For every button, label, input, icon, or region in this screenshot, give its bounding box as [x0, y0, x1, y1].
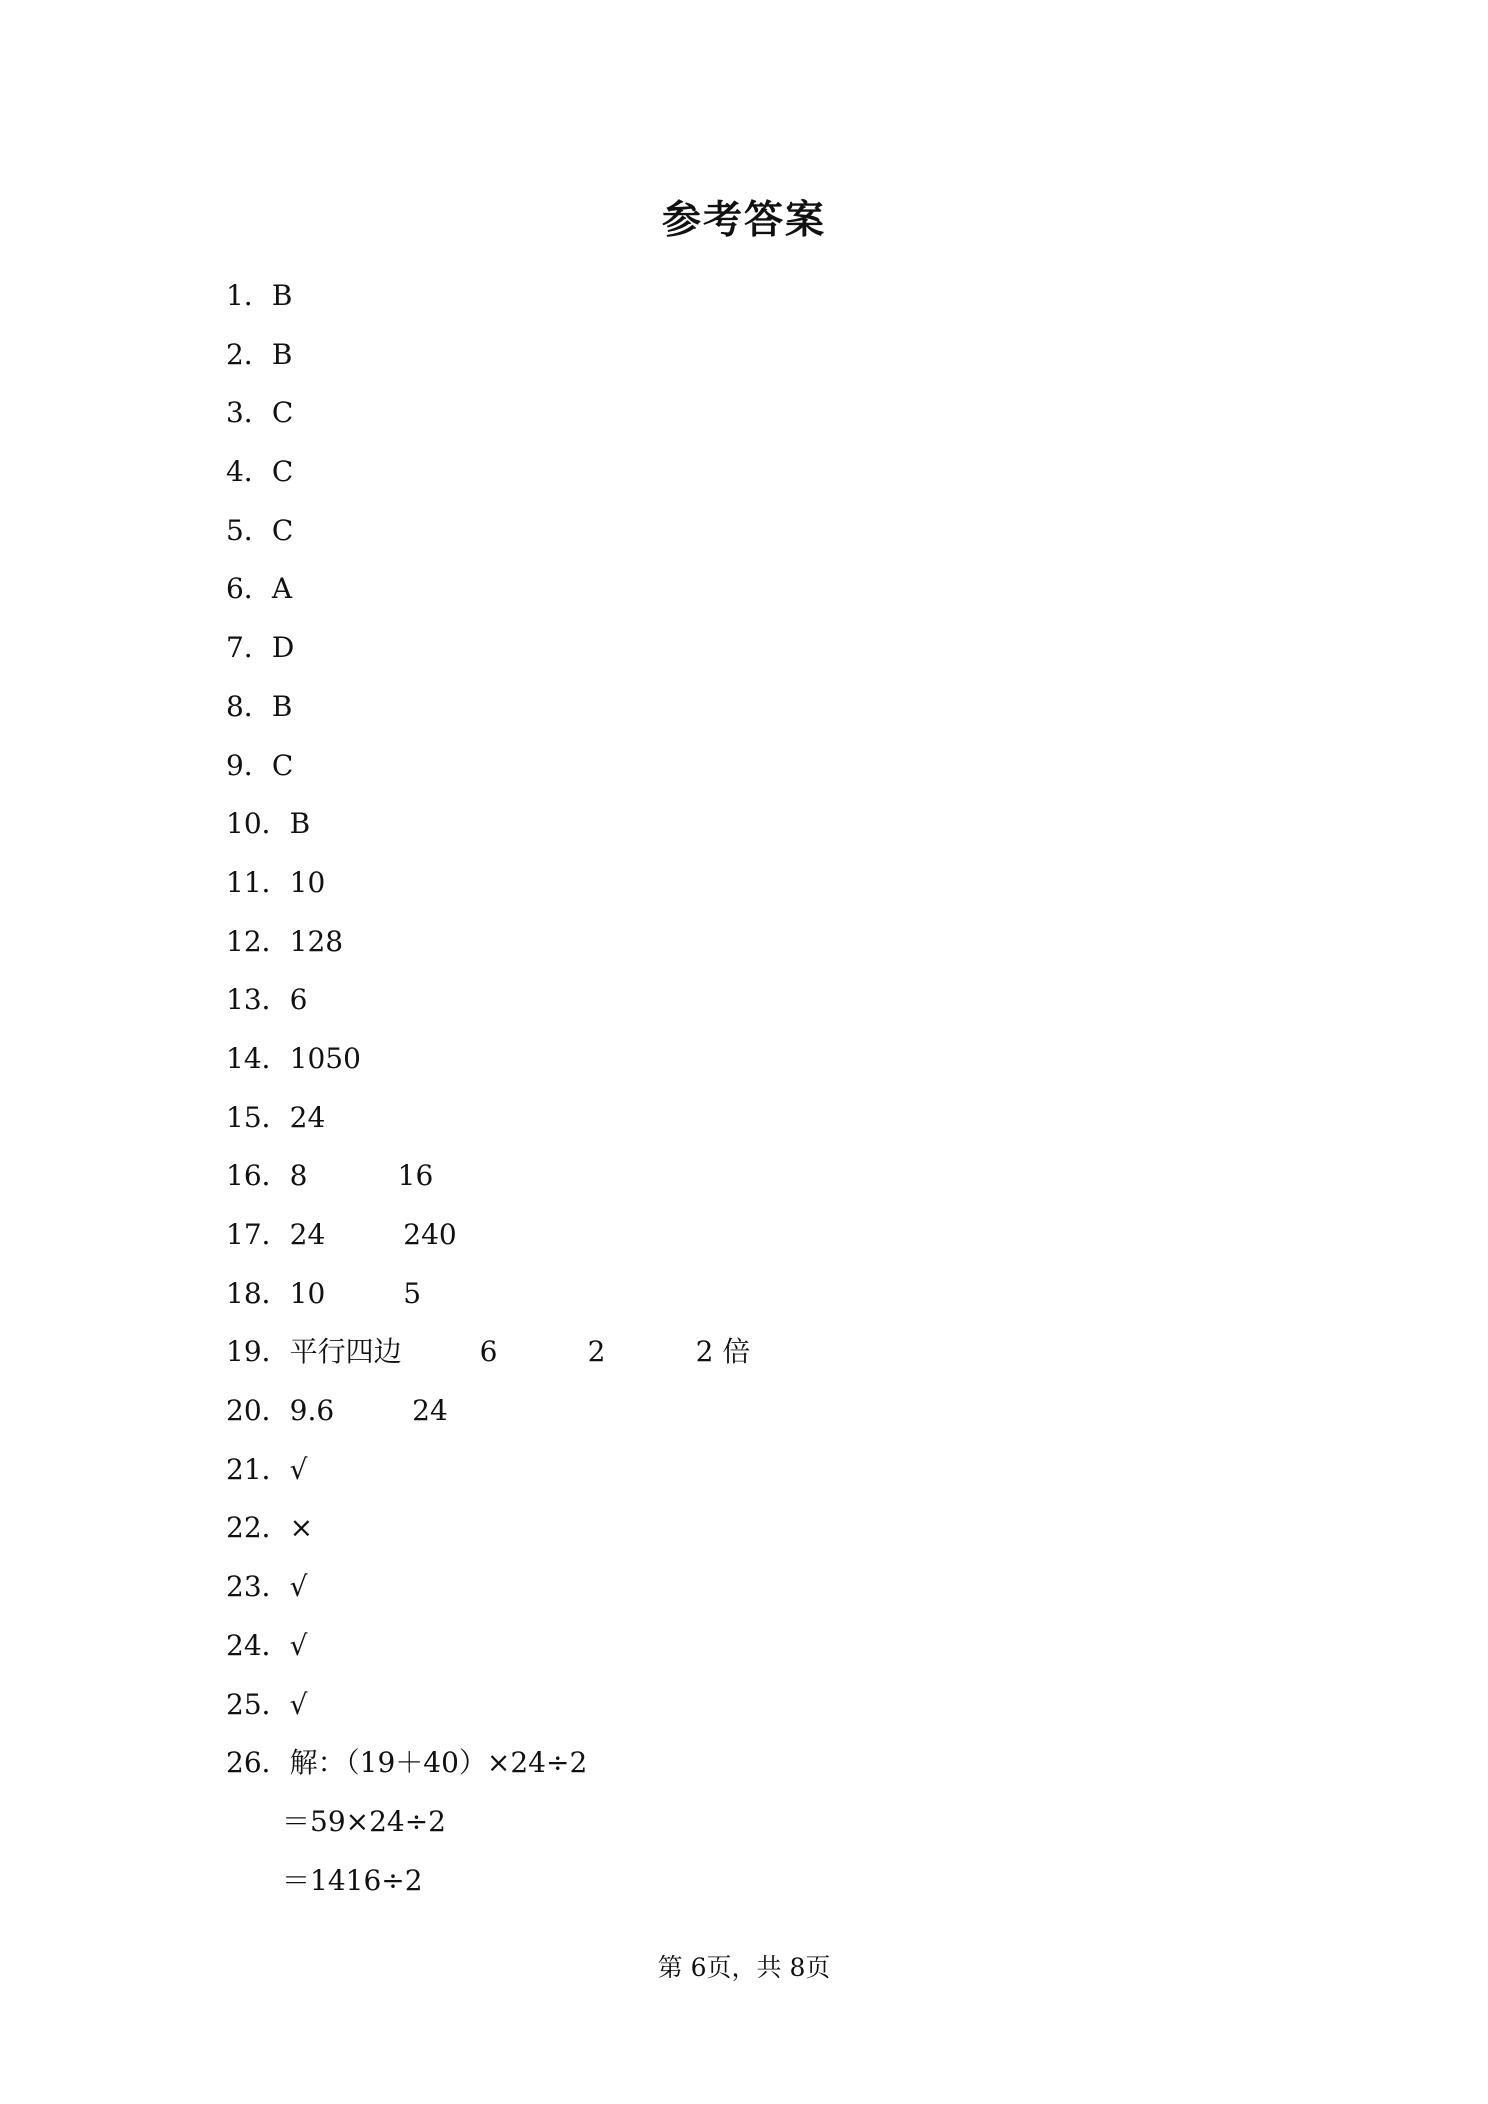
calc-line: ＝1416÷2 [282, 1863, 423, 1897]
answer-number: 25． [226, 1687, 290, 1721]
answer-number: 16． [226, 1159, 290, 1193]
answer-number: 10． [226, 807, 290, 841]
answer-value: C [271, 455, 294, 489]
answer-value: 6 [289, 983, 308, 1017]
answer-row [226, 502, 750, 561]
answer-value: B [271, 279, 293, 312]
answer-row [226, 267, 750, 326]
answer-row [226, 619, 750, 678]
page-footer: 第 6页，共 8页 [657, 1953, 831, 1982]
answer-number: 3． [226, 396, 272, 430]
answer-value: 24 [289, 1100, 326, 1134]
answer-number: 18． [226, 1276, 290, 1310]
answer-row [226, 1323, 750, 1382]
answer-number: 11． [226, 865, 290, 899]
answer-value: √ [289, 1570, 308, 1604]
answer-number: 23． [226, 1570, 290, 1604]
answer-row [226, 971, 750, 1030]
answer-row [226, 1147, 750, 1206]
answer-row [226, 854, 750, 913]
answer-value: √ [289, 1628, 308, 1662]
answer-value: 240 [403, 1218, 457, 1251]
answer-value: 8 [289, 1159, 308, 1193]
answer-row [226, 1089, 750, 1148]
answer-row [226, 1206, 750, 1265]
answer-row [226, 384, 750, 443]
answer-list [226, 267, 750, 1910]
answer-row [226, 1617, 750, 1676]
answer-value: 24 [412, 1394, 448, 1428]
answer-number: 14． [226, 1041, 290, 1075]
answer-value: 2 倍 [695, 1335, 751, 1369]
answer-number: 26． [226, 1746, 290, 1780]
answer-row [226, 1676, 750, 1735]
answer-value: × [289, 1511, 314, 1545]
answer-value: 24 [289, 1218, 326, 1251]
answer-value: √ [289, 1687, 308, 1721]
answer-row [226, 1265, 750, 1324]
answer-value: C [271, 748, 294, 782]
answer-number: 22． [226, 1511, 290, 1545]
answer-value: B [289, 807, 311, 841]
answer-row [226, 1558, 750, 1617]
answer-row [226, 1382, 750, 1441]
answer-value: 9.6 [289, 1394, 335, 1428]
answer-row [226, 678, 750, 737]
answer-row [226, 443, 750, 502]
answer-number: 8． [226, 689, 272, 723]
answer-row [226, 737, 750, 796]
answer-number: 13． [226, 983, 290, 1017]
calc-line: ＝59×24÷2 [282, 1804, 446, 1838]
answer-value: 10 [289, 1276, 326, 1310]
answer-value: A [271, 572, 293, 606]
answer-number: 15． [226, 1100, 290, 1134]
answer-value: D [271, 631, 295, 665]
answer-value: 128 [289, 924, 344, 958]
answer-value: 平行四边 [289, 1335, 402, 1369]
answer-number: 6． [226, 572, 272, 606]
answer-value: C [271, 513, 294, 547]
answer-number: 7． [226, 631, 272, 665]
page-title: 参考答案 [661, 198, 826, 243]
answer-row [226, 1734, 750, 1793]
answer-value: 解：（19＋40）×24÷2 [289, 1746, 588, 1780]
answer-value: 1050 [289, 1041, 361, 1075]
answer-number: 1． [226, 279, 272, 312]
answer-row [226, 795, 750, 854]
answer-value: 6 [479, 1335, 498, 1369]
answer-number: 2． [226, 337, 272, 371]
answer-value: 10 [289, 865, 326, 899]
answer-row [226, 913, 750, 972]
answer-value: 16 [397, 1159, 434, 1193]
answer-number: 21． [226, 1452, 290, 1486]
answer-number: 12． [226, 924, 290, 958]
answer-number: 4． [226, 455, 272, 489]
answer-number: 19． [226, 1335, 290, 1369]
answer-value: 5 [403, 1276, 422, 1310]
answer-value: C [271, 396, 294, 430]
answer-number: 9． [226, 748, 272, 782]
answer-value: 2 [587, 1335, 606, 1369]
answer-row [226, 1499, 750, 1558]
answer-value: B [271, 337, 293, 371]
answer-value: √ [289, 1452, 308, 1486]
answer-row [226, 1030, 750, 1089]
answer-row [226, 326, 750, 385]
answer-number: 5． [226, 513, 272, 547]
answer-row [226, 1441, 750, 1500]
answer-number: 20． [226, 1394, 290, 1428]
answer-number: 17． [226, 1218, 290, 1251]
answer-row [226, 560, 750, 619]
answer-number: 24． [226, 1628, 290, 1662]
answer-value: B [271, 689, 293, 723]
